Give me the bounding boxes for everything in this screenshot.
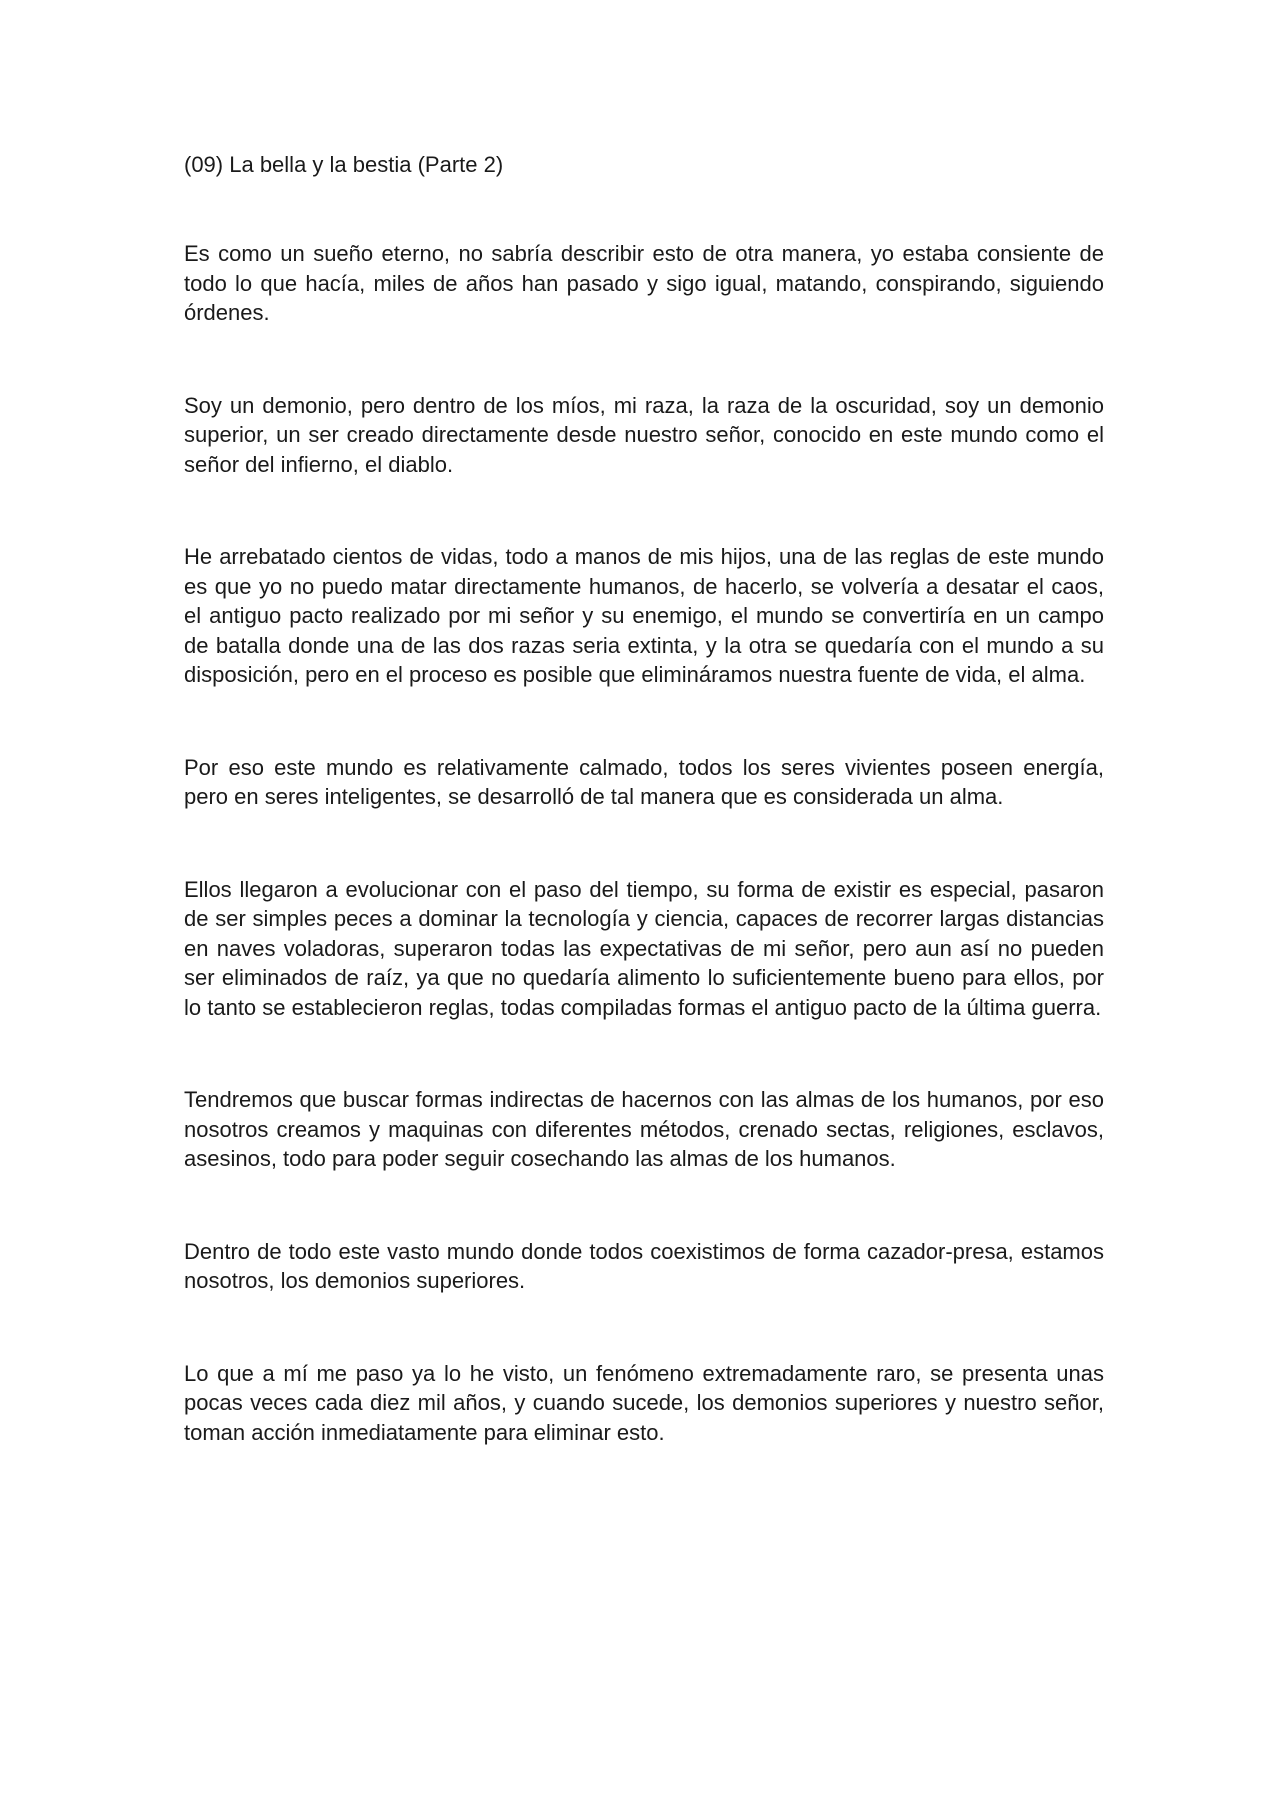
paragraph: He arrebatado cientos de vidas, todo a manos de mis hijos, una de las reglas de este mundo es que yo no puedo matar directamente humanos, de hacerlo, se volvería a desatar el caos, el antiguo pacto realizado por mi señor y su enemigo, el mundo se convertiría en un campo de batalla donde una de las dos razas seria extinta, y la otra se quedaría con el mundo a su disposición, pero en el proceso es posible que elimináramos nuestra fuente de vida, el alma.	[184, 544, 1104, 687]
paragraph: Por eso este mundo es relativamente calmado, todos los seres vivientes poseen energía, pero en seres inteligentes, se desarrolló de tal manera que es considerada un alma.	[184, 754, 1104, 809]
document-body	[184, 150, 1104, 1510]
paragraph: Lo que a mí me paso ya lo he visto, un fenómeno extremadamente raro, se presenta unas pocas veces cada diez mil años, y cuando sucede, los demonios superiores y nuestro señor, toman acción inmediatamente para eliminar esto.	[184, 1360, 1104, 1445]
paragraph: Es como un sueño eterno, no sabría describir esto de otra manera, yo estaba consiente de todo lo que hacía, miles de años han pasado y sigo igual, matando, conspirando, siguiendo órdenes.	[184, 241, 1104, 325]
paragraph: Tendremos que buscar formas indirectas de hacernos con las almas de los humanos, por eso nosotros creamos y maquinas con diferentes métodos, crenado sectas, religiones, esclavos, asesinos, todo para poder seguir cosechando las almas de los humanos.	[184, 1087, 1104, 1171]
paragraph: Ellos llegaron a evolucionar con el paso del tiempo, su forma de existir es especial, pasaron de ser simples peces a dominar la tecnología y ciencia, capaces de recorrer largas distancias en naves voladoras, superaron todas las expectativas de mi señor, pero aun así no pueden ser eliminados de raíz, ya que no quedaría alimento lo suficientemente bueno para ellos, por lo tanto se establecieron reglas, todas compiladas formas el antiguo pacto de la última guerra.	[184, 876, 1104, 1020]
document-title: (09) La bella y la bestia (Parte 2)	[184, 152, 504, 177]
paragraph: Soy un demonio, pero dentro de los míos, mi raza, la raza de la oscuridad, soy un demonio superior, un ser creado directamente desde nuestro señor, conocido en este mundo como el señor del infierno, el diablo.	[184, 392, 1104, 477]
paragraph: Dentro de todo este vasto mundo donde todos coexistimos de forma cazador-presa, estamos nosotros, los demonios superiores.	[184, 1238, 1104, 1293]
